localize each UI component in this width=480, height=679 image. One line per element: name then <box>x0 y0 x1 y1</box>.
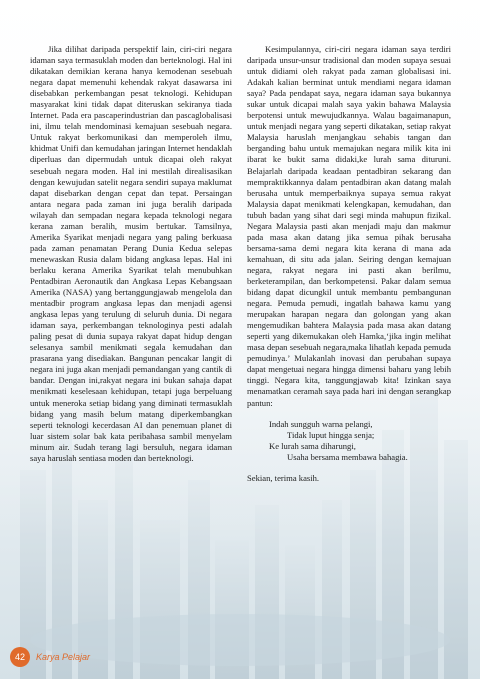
publication-name: Karya Pelajar <box>36 652 91 662</box>
page-footer <box>10 647 90 667</box>
body-paragraph: Jika dilihat daripada perspektif lain, ciri-ciri negara idaman saya termasuklah moden dan berteknologi. Hal ini dikatakan demikian kerana hanya kemodenan sesebuah negara dapat memenuhi kehendak rakyat dasawarsa ini disebabkan perkembangan pesat teknologi. Kehidupan masyarakat kini tidak dapat diteruskan sekiranya tiada Internet. Pada era pascaperindustrian dan pascaglobalisasi ini, ilmu telah mendominasi kemajuan sesebuah negara. Untuk rakyat berkomunikasi dan memperoleh ilmu, khidmat Unifi dan kemudahan jaringan Internet hendaklah diperluas dan dipermudah untuk dicapai oleh rakyat sesebuah negara moden. Hal ini mestilah direalisasikan dengan kewujudan satelit negara sendiri supaya maklumat dapat disebarkan dengan cepat dan tepat. Persaingan antara negara pada zaman ini juga beralih daripada wilayah dan sempadan negara kepada teknologi negara kerana zaman beralih, musim bertukar. Tamsilnya, Amerika Syarikat menjadi negara yang paling berkuasa pada zaman penamatan Perang Dunia Kedua selepas menewaskan Rusia dalam bidang angkasa lepas. Hal ini berlaku kerana Amerika Syarikat telah menubuhkan Pentadbiran Aeronautik dan Angkasa Lepas Kebangsaan Amerika (NASA) yang bertanggungjawab mengelola dan mentadbir program angkasa lepas dan menjadi agensi angkasa lepas yang terulung di seluruh dunia. Di negara idaman saya, perkembangan teknologinya pesti adalah paling pesat di dunia supaya rakyat dapat hidup dengan selesanya sambil menikmati segala kemudahan dan prasarana yang disediakan. Bangunan pencakar langit di negara ini juga akan menjadi pemandangan yang cantik di bandar. Dengan ini,rakyat negara ini bukan sahaja dapat menikmati keselesaan kehidupan, tetapi juga berpeluang untuk meneroka setiap bidang yang diminati termasuklah bidang yang masih belum matang diperkembangkan seperti teknologi kecerdasan AI dan penemuan planet di luar sistem solar bak kata peribahasa sambil menyelam minum air. Sudah terang lagi bersuluh, negara idaman saya haruslah sentiasa moden dan berteknologi. <box>30 44 232 463</box>
article-left-column <box>30 44 232 464</box>
pantun-line: Usaha bersama membawa bahagia. <box>287 451 408 462</box>
pantun-line: Tidak luput hingga senja; <box>287 429 375 440</box>
pantun-line: Indah sungguh warna pelangi, <box>269 418 373 429</box>
article-right-column <box>247 44 451 484</box>
page-number-badge: 42 <box>10 647 30 667</box>
pantun-line: Ke lurah sama diharungi, <box>269 440 356 451</box>
conclusion-paragraph: Kesimpulannya, ciri-ciri negara idaman saya terdiri daripada unsur-unsur tradisional dan moden supaya sesuai untuk didiami oleh rakyat pada zaman globalisasi ini. Adakah kalian berminat untuk mendiami negara idaman saya? Pada pendapat saya, negara idaman saya bukannya sukar untuk dicapai malah saya yakin bahawa Malaysia berpotensi untuk mewujudkannya. Walau bagaimanapun, untuk menjadi negara yang seperti dikatakan, setiap rakyat Malaysia haruslah menjangkau sehabis tangan dan berganding bahu untuk memajukan negara milik kita ini ibarat ke bukit sama didaki,ke lurah sama dituruni. Belajarlah daripada keadaan pentadbiran sekarang dan mempraktikkannya dalam pentadbiran akan datang malah berusaha untuk memperbaiknya supaya semua rakyat Malaysia dapat menikmati kelengkapan, kemudahan, dan tubuh badan yang sihat dari segi minda mahupun fizikal. Negara Malaysia pasti akan menjadi maju dan makmur pada masa akan datang jika semua pihak berusaha bersama-sama demi negara kita kerana di mana ada kemahuan, di situ ada jalan. Seiring dengan kemajuan negara, rakyat negara ini pasti akan berilmu, berketerampilan, dan berkompetensi. Pakar dalam semua bidang dapat dicungkil untuk membantu pembangunan negara. Pemuda pemudi, ingatlah bahawa kamu yang merupakan harapan negara dan golongan yang akan mengemudikan bahtera Malaysia pada masa akan datang seperti yang dikemukakan oleh Hamka,‘jika ingin melihat masa depan sesebuah negara,maka lihatlah kepada pemuda pemudinya.’ Mulakanlah inovasi dan perubahan supaya dapat mengetuai negara hingga dimensi baharu yang lebih tinggi. Negara kita, tanggungjawab kita! Izinkan saya menamatkan ceramah saya pada hari ini dengan serangkap pantun: <box>247 44 451 408</box>
closing-line: Sekian, terima kasih. <box>247 472 320 483</box>
pantun-verse <box>247 419 451 463</box>
